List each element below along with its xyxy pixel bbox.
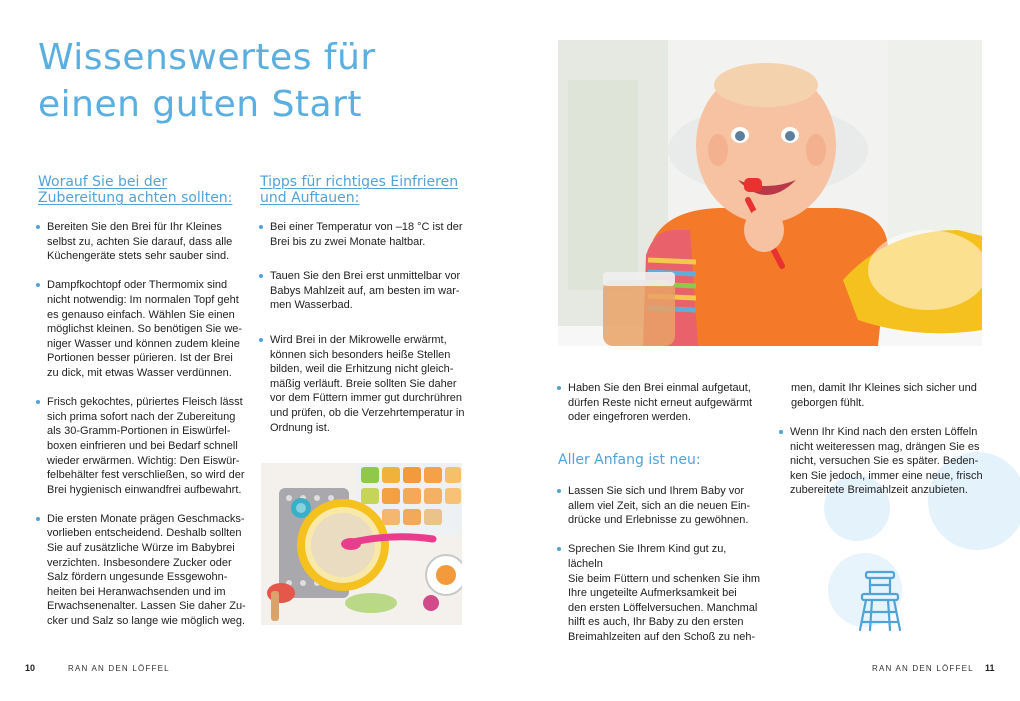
text-line: vor dem Füttern immer gut durchrühren bbox=[270, 392, 462, 405]
text-line: vorlieben entscheidend. Deshalb sollten bbox=[47, 527, 242, 540]
text-line: nicht, versuchen Sie es später. Beden- bbox=[790, 455, 979, 468]
text-line: Haben Sie den Brei einmal aufgetaut, bbox=[568, 382, 751, 394]
text-line: oder eingefroren werden. bbox=[568, 411, 691, 424]
baby-photo bbox=[558, 40, 982, 346]
page-number-left: 10 bbox=[25, 663, 36, 673]
baby-food-photo bbox=[261, 463, 462, 625]
text-line: nicht weiteressen mag, drängen Sie es bbox=[790, 440, 980, 453]
text-line: mäßig verläuft. Breie sollten Sie daher bbox=[270, 377, 457, 390]
text-line: verzichten. Insbesondere Zucker oder bbox=[47, 556, 232, 569]
text-line: bilden, weil die Erhitzung nicht gleich- bbox=[270, 363, 454, 376]
text-line: Lassen Sie sich und Ihrem Baby vor bbox=[568, 485, 745, 497]
thawing-list bbox=[557, 381, 762, 425]
text-line: boxen einfrieren und bei Bedarf schnell bbox=[47, 439, 238, 452]
baby-food-illustration bbox=[261, 463, 462, 625]
text-line: hilft es auch, Ihr Baby zu den ersten bbox=[568, 616, 744, 629]
beginning-list-continued bbox=[779, 425, 989, 498]
footer-title-right: RAN AN DEN LÖFFEL bbox=[872, 664, 974, 673]
text-line: geborgen fühlt. bbox=[791, 396, 865, 409]
section-heading-freezing: Tipps für richtiges Einfrieren und Auftauen: bbox=[260, 174, 459, 206]
text-line: Sprechen Sie Ihrem Kind gut zu, lächeln bbox=[568, 543, 727, 570]
text-line: zu dick, mit etwas Wasser verdünnen. bbox=[47, 366, 232, 379]
page-title bbox=[38, 34, 376, 128]
list-item bbox=[779, 425, 989, 498]
preparation-list bbox=[36, 220, 246, 629]
title-line-2: einen guten Start bbox=[38, 84, 363, 125]
list-item bbox=[36, 220, 246, 264]
text-line: Küchengeräte stets sehr sauber sind. bbox=[47, 250, 230, 263]
text-line: Die ersten Monate prägen Geschmacks- bbox=[47, 512, 245, 525]
text-line: men, damit Ihr Kleines sich sicher und bbox=[791, 382, 977, 394]
text-line: Brei hygienisch einwandfrei aufbewahrt. bbox=[47, 483, 242, 496]
section-heading-beginning: Aller Anfang ist neu: bbox=[558, 452, 701, 468]
list-item bbox=[557, 484, 762, 528]
text-line: möglichst kleinen. So benötigen Sie we- bbox=[47, 323, 243, 336]
list-item bbox=[259, 333, 469, 435]
list-item bbox=[36, 395, 246, 497]
list-item bbox=[557, 381, 762, 425]
text-line: felbehälter fest verschließen, so wird der bbox=[47, 469, 245, 482]
text-line: und prüfen, ob die Verzehrtemperatur in bbox=[270, 406, 465, 419]
text-line: Dampfkochtopf oder Thermomix sind bbox=[47, 279, 228, 292]
high-chair-icon bbox=[856, 570, 904, 632]
text-line: Wird Brei in der Mikrowelle erwärmt, bbox=[270, 333, 447, 346]
text-line: den ersten Löffelversuchen. Manchmal bbox=[568, 601, 758, 614]
text-line: Portionen besser pürieren. Ist der Brei bbox=[47, 352, 233, 365]
text-line: Wenn Ihr Kind nach den ersten Löffeln bbox=[790, 426, 978, 438]
page-number-right: 11 bbox=[985, 663, 995, 673]
text-line: allem viel Zeit, sich an die neuen Ein- bbox=[568, 499, 751, 512]
text-line: Salz fördern ungesunde Essgewohn- bbox=[47, 571, 228, 584]
text-line: als 30-Gramm-Portionen in Eiswürfel- bbox=[47, 425, 231, 438]
text-line: Erwachsenenalter. Lassen Sie daher Zu- bbox=[47, 600, 246, 613]
text-line: nicht notwendig: Im normalen Topf geht bbox=[47, 293, 239, 306]
text-line: Sie beim Füttern und schenken Sie ihm bbox=[568, 572, 760, 585]
list-item bbox=[36, 278, 246, 380]
text-line: Breimahlzeiten auf den Schoß zu neh- bbox=[568, 630, 756, 643]
text-line: Tauen Sie den Brei erst unmittelbar vor bbox=[270, 270, 461, 283]
text-line: cker und Salz so lange wie möglich weg. bbox=[47, 615, 246, 628]
baby-eating-illustration bbox=[558, 40, 982, 346]
text-line: ken Sie jedoch, immer eine neue, frisch bbox=[790, 469, 983, 482]
text-line: niger Wasser und können zudem kleine bbox=[47, 337, 240, 350]
text-line: Bei einer Temperatur von –18 °C ist der bbox=[270, 221, 463, 233]
text-line: dürfen Reste nicht erneut aufgewärmt bbox=[568, 396, 753, 409]
text-line: Sie auf zusätzliche Würze im Babybrei bbox=[47, 542, 235, 555]
text-line: men Wasserbad. bbox=[270, 299, 353, 312]
text-line: Bereiten Sie den Brei für Ihr Kleines bbox=[47, 221, 222, 233]
list-item bbox=[259, 269, 469, 313]
text-line: heiten bei Heranwachsenden und im bbox=[47, 585, 226, 598]
text-line: Babys Mahlzeit auf, am besten im war- bbox=[270, 284, 460, 297]
title-line-1: Wissenswertes für bbox=[38, 37, 376, 78]
text-line: können sich besonders heiße Stellen bbox=[270, 348, 451, 361]
text-line: Ordnung ist. bbox=[270, 421, 330, 434]
beginning-list bbox=[557, 484, 762, 645]
text-line: Frisch gekochtes, püriertes Fleisch lässt bbox=[47, 396, 243, 409]
text-line: selbst zu, achten Sie darauf, dass alle bbox=[47, 235, 233, 248]
continuation-text bbox=[791, 381, 991, 410]
text-line: wieder erwärmen. Wichtig: Den Eiswür- bbox=[47, 454, 240, 467]
freezing-list bbox=[259, 220, 469, 435]
list-item bbox=[557, 542, 762, 644]
text-line: es genauso einfach. Wählen Sie einen bbox=[47, 308, 235, 321]
text-line: drücke und Erlebnisse zu gewöhnen. bbox=[568, 514, 749, 527]
text-line: Ihre ungeteilte Aufmerksamkeit bei bbox=[568, 587, 737, 600]
text-line: zubereitete Breimahlzeit anzubieten. bbox=[790, 484, 968, 497]
list-item bbox=[259, 220, 469, 249]
text-line: Brei bis zu zwei Monate haltbar. bbox=[270, 235, 426, 248]
text-line: sich prima sofort nach der Zubereitung bbox=[47, 410, 236, 423]
section-heading-preparation: Worauf Sie bei der Zubereitung achten sollten: bbox=[38, 174, 233, 206]
list-item bbox=[36, 512, 246, 629]
footer-title-left: RAN AN DEN LÖFFEL bbox=[68, 664, 170, 673]
